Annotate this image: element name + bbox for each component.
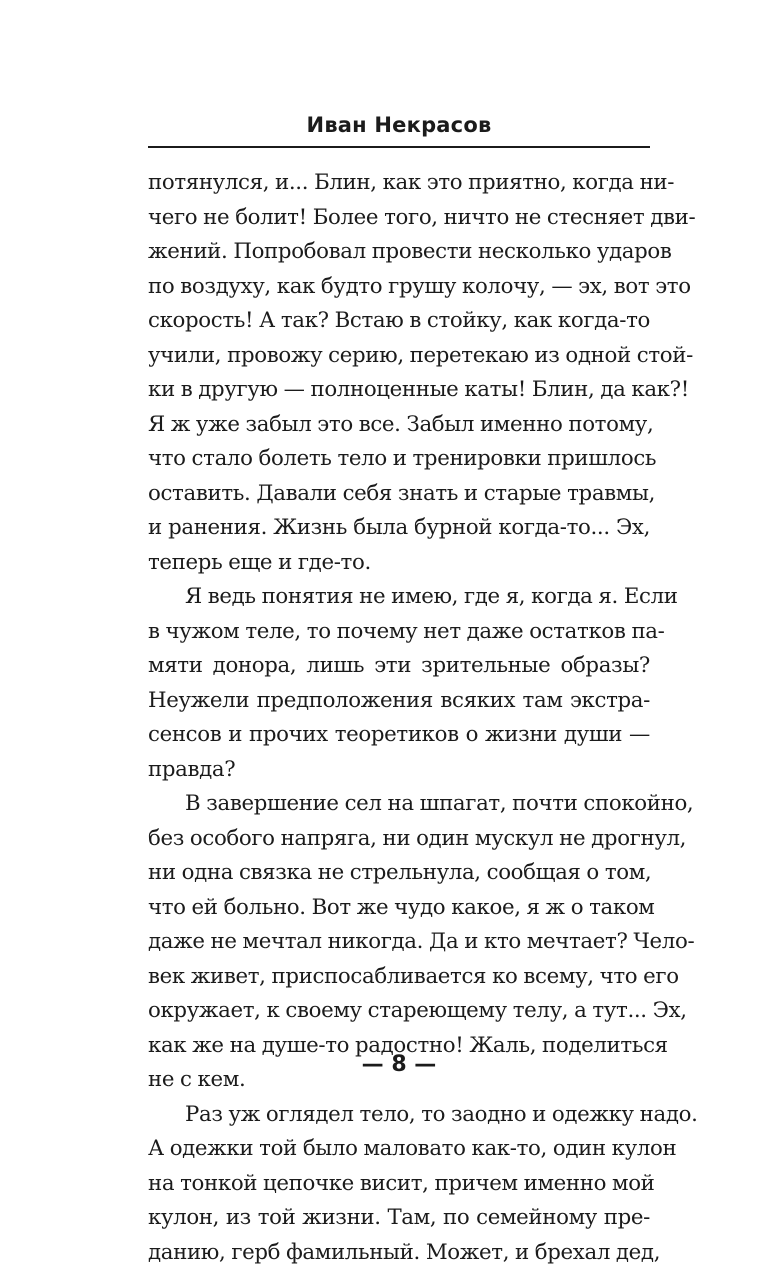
text-line: ни одна связка не стрельнула, сообщая о том, [148,856,650,891]
text-line: что стало болеть тело и тренировки пришлось [148,442,650,477]
text-line: ки в другую — полноценные каты! Блин, да как?! [148,373,650,408]
text-line: не с кем. [148,1063,650,1098]
text-line: чего не болит! Более того, ничто не стесняет дви- [148,201,650,236]
text-line: оставить. Давали себя знать и старые травмы, [148,477,650,512]
text-line: А одежки той было маловато как-то, один кулон [148,1132,650,1167]
text-line: Я ж уже забыл это все. Забыл именно потому, [148,408,650,443]
text-line: в чужом теле, то почему нет даже остатков па- [148,615,650,650]
text-line: Раз уж оглядел тело, то заодно и одежку надо. [148,1098,650,1133]
text-line: окружает, к своему стареющему телу, а тут... Эх, [148,994,650,1029]
text-line: даже не мечтал никогда. Да и кто мечтает? Чело- [148,925,650,960]
text-line: Я ведь понятия не имею, где я, когда я. Если [148,580,650,615]
text-line: сенсов и прочих теоретиков о жизни души — [148,718,650,753]
page-body [148,166,650,1270]
text-line: как же на душе-то радостно! Жаль, поделиться [148,1029,650,1064]
running-head-author: Иван Некрасов [148,110,650,140]
text-line: по воздуху, как будто грушу колочу, — эх, вот это [148,270,650,305]
text-line: мяти донора, лишь эти зрительные образы? [148,649,650,684]
text-line: на тонкой цепочке висит, причем именно мой [148,1167,650,1202]
text-line: жений. Попробовал провести несколько ударов [148,235,650,270]
text-line: данию, герб фамильный. Может, и брехал дед, [148,1236,650,1270]
text-line: Неужели предположения всяких там экстра- [148,684,650,719]
text-line: теперь еще и где-то. [148,546,650,581]
text-line: без особого напряга, ни один мускул не дрогнул, [148,822,650,857]
text-line: кулон, из той жизни. Там, по семейному пре- [148,1201,650,1236]
text-line: и ранения. Жизнь была бурной когда-то... Эх, [148,511,650,546]
header-divider [148,146,650,148]
text-line: что ей больно. Вот же чудо какое, я ж о таком [148,891,650,926]
text-line: правда? [148,753,650,788]
page-number: — 8 — [148,1050,650,1080]
text-line: В завершение сел на шпагат, почти спокойно, [148,787,650,822]
text-line: потянулся, и... Блин, как это приятно, когда ни- [148,166,650,201]
text-line: скорость! А так? Встаю в стойку, как когда-то [148,304,650,339]
text-line: век живет, приспосабливается ко всему, что его [148,960,650,995]
text-line: учили, провожу серию, перетекаю из одной стой- [148,339,650,374]
